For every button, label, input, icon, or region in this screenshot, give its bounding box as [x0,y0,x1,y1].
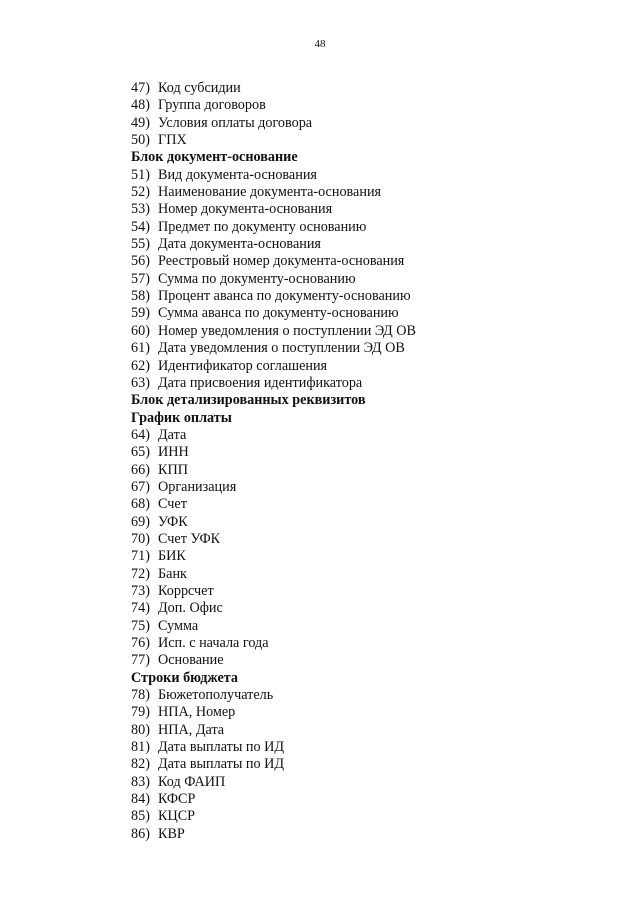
list-item-text: Группа договоров [158,97,266,114]
list-item-number: 51) [131,166,150,183]
list-item-text: Вид документа-основания [158,166,317,183]
list-item-number: 54) [131,218,150,235]
list-item [131,548,611,565]
list-item-number: 80) [131,721,150,738]
list-item-text: ГПХ [158,132,187,149]
list-item-number: 47) [131,80,150,96]
list-item-number: 79) [131,704,150,721]
list-item-text: Дата присвоения идентификатора [158,374,363,391]
list-item [131,132,611,149]
section-heading: Строки бюджета [131,669,239,686]
list-item-text: Банк [158,565,187,582]
list-item [131,236,611,253]
list-item-number: 82) [131,756,150,773]
list-item-number: 56) [131,253,150,270]
list-item-number: 84) [131,791,150,808]
list-item [131,115,611,132]
list-item [131,340,611,357]
list-item-number: 69) [131,513,150,530]
list-item-number: 48) [131,97,150,114]
list-item [131,826,611,843]
list-item-number: 83) [131,773,150,790]
list-item-number: 65) [131,444,150,461]
list-item-text: Сумма [158,617,199,634]
list-item-text: Счет [158,496,187,513]
list-item-text: Бюжетополучатель [158,687,274,704]
list-item [131,427,611,444]
list-item-text: НПА, Номер [158,704,236,721]
list-item-text: Код ФАИП [158,773,226,790]
list-item [131,566,611,583]
list-item [131,375,611,392]
list-item-text: Номер уведомления о поступлении ЭД ОВ [158,322,416,339]
list-item-text: БИК [158,548,186,565]
list-item-number: 49) [131,114,150,131]
list-item-number: 78) [131,687,150,704]
list-item-number: 57) [131,270,150,287]
list-item-number: 66) [131,461,150,478]
list-item-text: Доп. Офис [158,600,223,617]
list-item-text: Дата выплаты по ИД [158,756,285,773]
list-item [131,791,611,808]
list-item [131,583,611,600]
list-item-number: 53) [131,201,150,218]
list-item-text: Дата уведомления о поступлении ЭД ОВ [158,340,405,357]
section-heading: График оплаты [131,409,232,426]
list-item-number: 50) [131,132,150,149]
list-item [131,201,611,218]
list-item [131,167,611,184]
list-item-number: 68) [131,496,150,513]
list-item-text: Предмет по документу основанию [158,218,367,235]
list-item [131,618,611,635]
section-heading: Блок документ-основание [131,149,298,166]
list-item-text: Организация [158,478,237,495]
list-item-number: 74) [131,600,150,617]
list-item-text: УФК [158,513,188,530]
list-item [131,323,611,340]
list-item-text: КВР [158,825,185,842]
list-item [131,635,611,652]
list-item-text: КЦСР [158,808,196,825]
list-item-text: КПП [158,461,188,478]
list-item-text: Дата документа-основания [158,236,321,253]
list-item-text: Сумма по документу-основанию [158,270,356,287]
list-item [131,97,611,114]
list-item-text: Исп. с начала года [158,635,269,651]
list-item [131,462,611,479]
document-body [131,80,611,843]
list-item-number: 62) [131,357,150,374]
list-item [131,219,611,236]
list-item [131,288,611,305]
list-item [131,756,611,773]
list-item-number: 52) [131,184,150,201]
list-item-number: 71) [131,548,150,565]
list-item [131,479,611,496]
list-item-text: Основание [158,652,224,669]
list-item-text: Коррсчет [158,582,214,599]
list-item-number: 61) [131,340,150,357]
list-item [131,722,611,739]
list-item [131,271,611,288]
list-item-text: Процент аванса по документу-основанию [158,288,411,305]
list-item [131,305,611,322]
list-item-text: Номер документа-основания [158,201,333,218]
list-item-text: Идентификатор соглашения [158,357,328,374]
list-item-number: 63) [131,374,150,391]
list-item [131,514,611,531]
list-item-text: Счет УФК [158,530,221,547]
list-item-number: 64) [131,426,150,443]
list-item [131,253,611,270]
list-item [131,184,611,201]
list-item [131,600,611,617]
list-item-text: Дата [158,426,187,443]
list-item-text: Код субсидии [158,80,241,96]
list-item-number: 77) [131,652,150,669]
list-item-number: 73) [131,582,150,599]
section-heading: Блок детализированных реквизитов [131,392,366,409]
list-item-number: 59) [131,305,150,322]
list-item-number: 81) [131,739,150,756]
list-item-number: 70) [131,530,150,547]
list-item-number: 58) [131,288,150,305]
list-item [131,80,611,97]
list-item [131,652,611,669]
list-item-text: Реестровый номер документа-основания [158,253,405,270]
list-item-number: 67) [131,478,150,495]
list-item-text: КФСР [158,791,196,808]
list-item-number: 75) [131,617,150,634]
list-item [131,808,611,825]
list-item [131,739,611,756]
page-number: 48 [314,38,326,50]
list-item-text: Наименование документа-основания [158,184,382,201]
list-item-number: 72) [131,565,150,582]
list-item-number: 76) [131,635,150,651]
list-item-number: 85) [131,808,150,825]
list-item-number: 60) [131,322,150,339]
list-item [131,531,611,548]
list-item [131,444,611,461]
list-item [131,496,611,513]
list-item [131,774,611,791]
list-item [131,687,611,704]
list-item-text: Дата выплаты по ИД [158,739,285,756]
list-item-text: НПА, Дата [158,721,225,738]
list-item-number: 55) [131,236,150,253]
list-item-text: ИНН [158,444,189,461]
list-item-text: Условия оплаты договора [158,114,313,131]
list-item-number: 86) [131,825,150,842]
list-item [131,704,611,721]
list-item-text: Сумма аванса по документу-основанию [158,305,399,322]
list-item [131,358,611,375]
